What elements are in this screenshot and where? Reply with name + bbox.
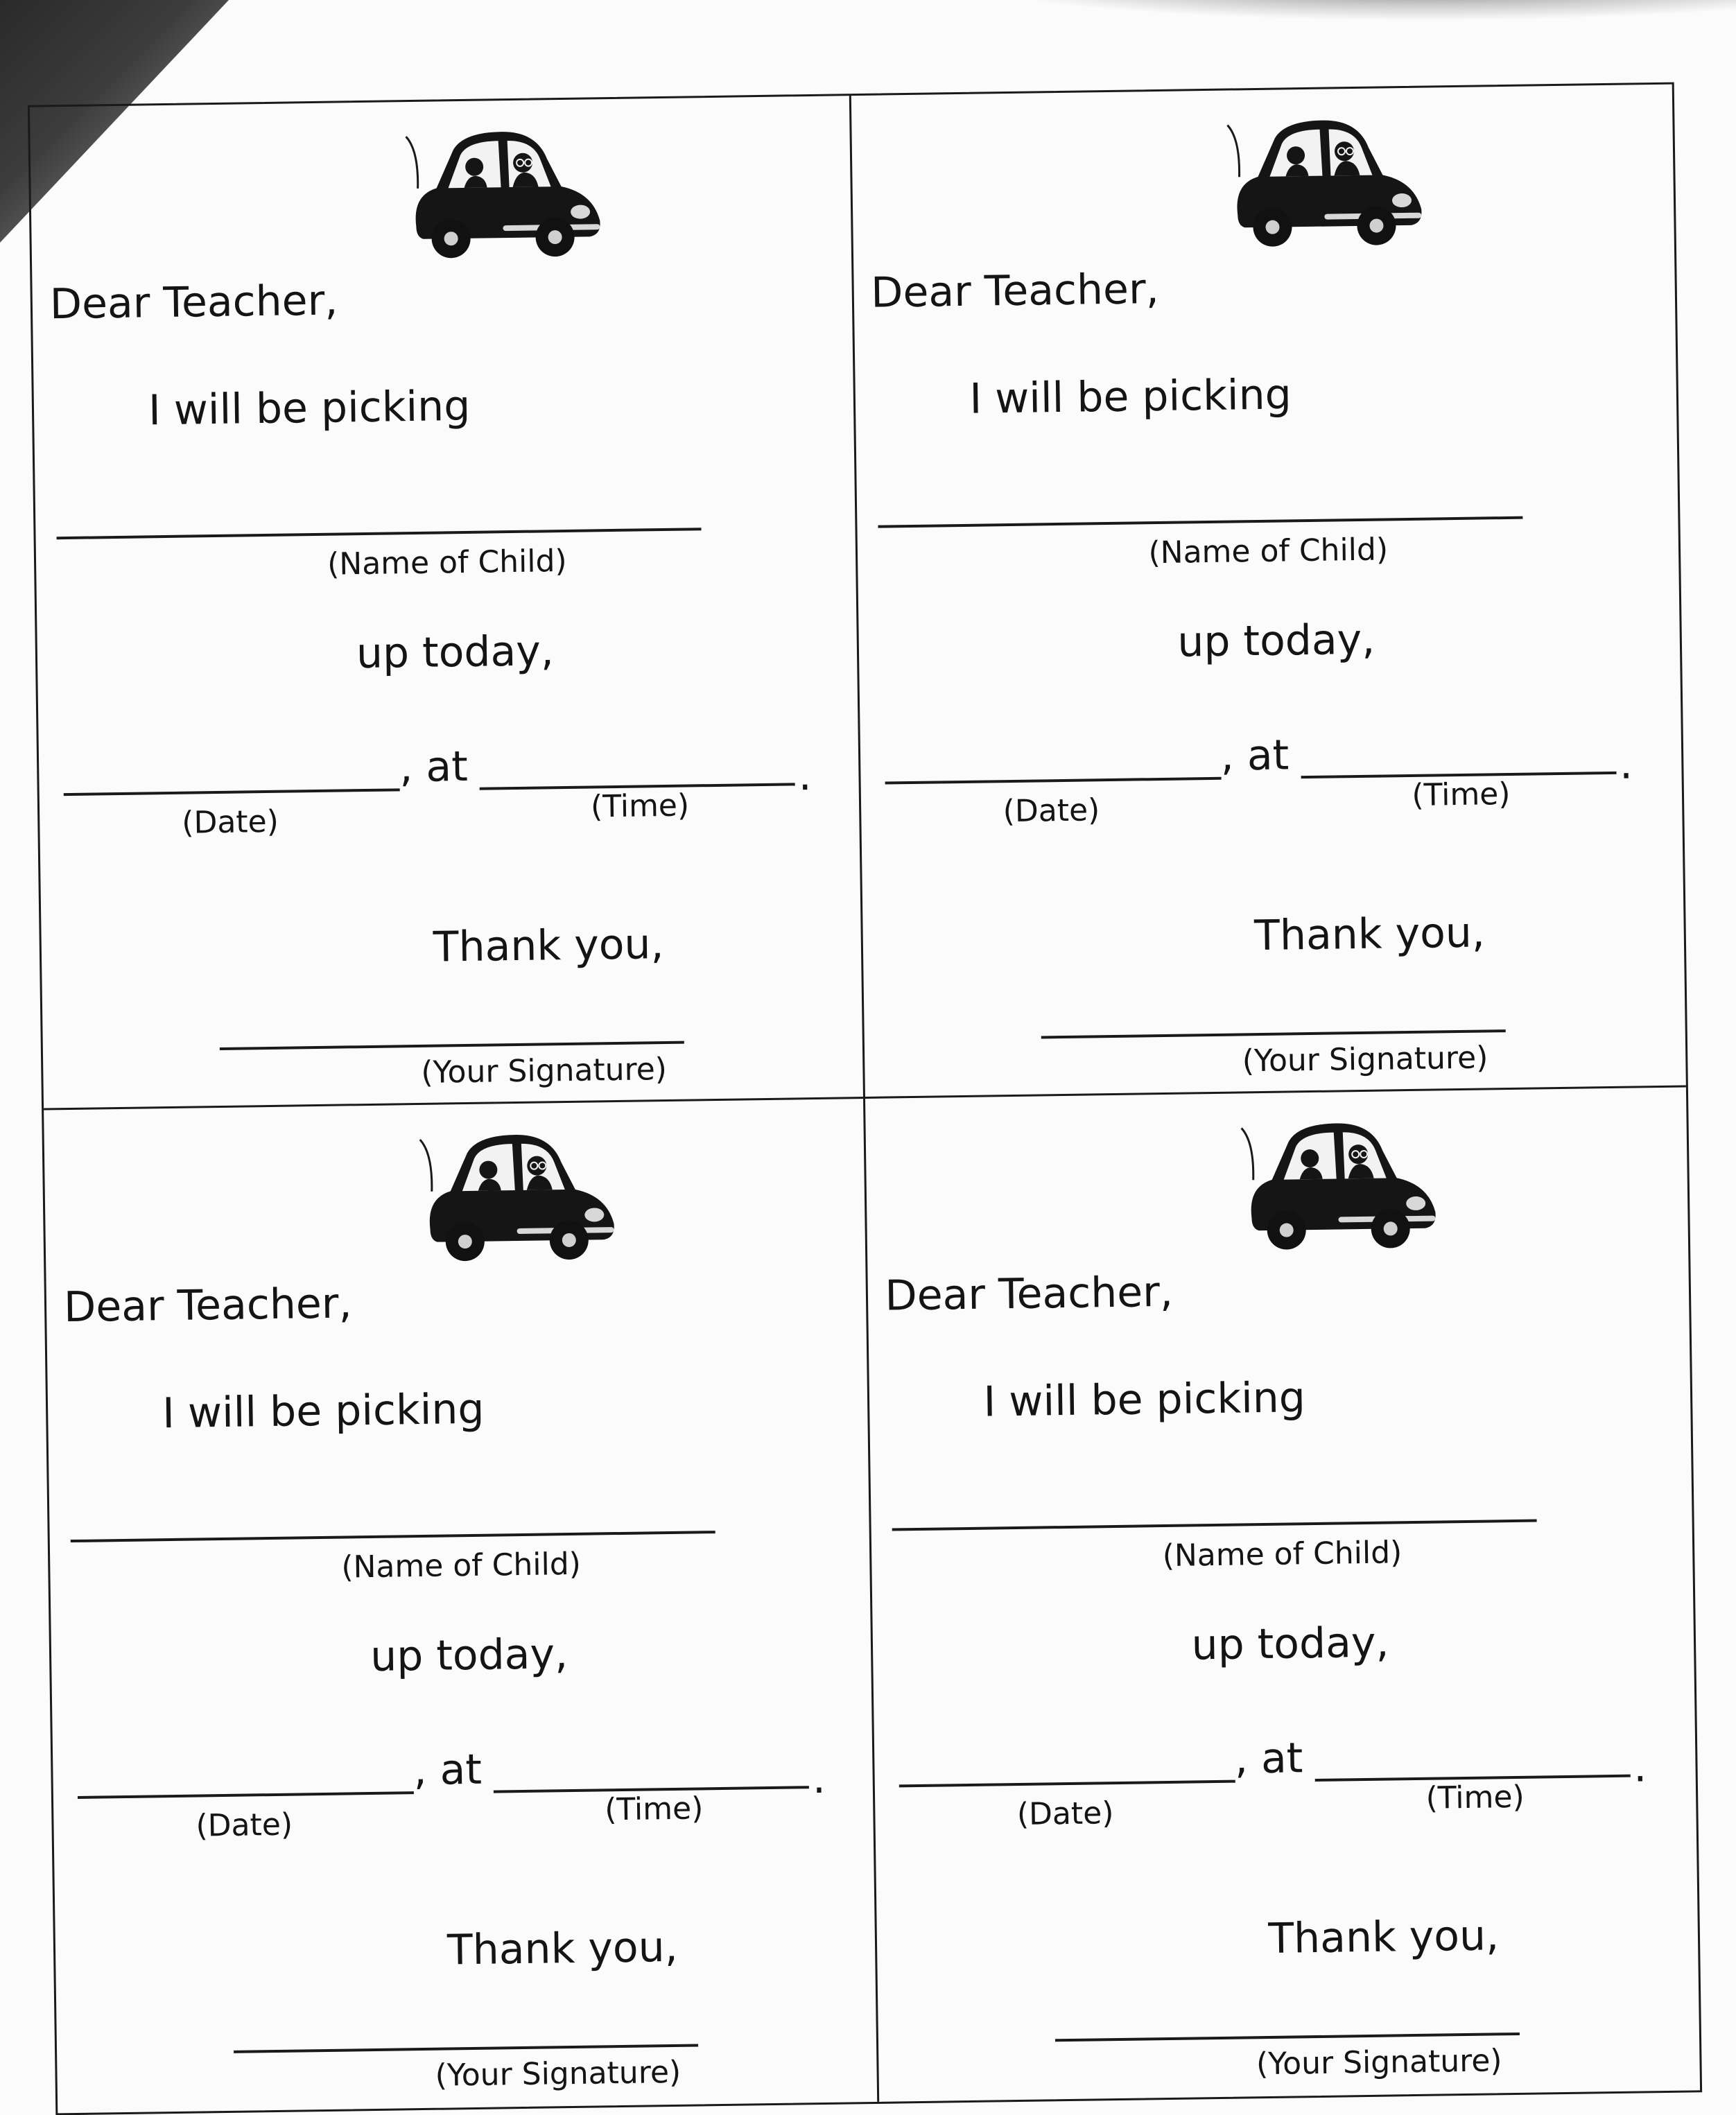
child-name-label: (Name of Child) <box>1148 532 1389 571</box>
signature-blank[interactable] <box>1041 1029 1505 1038</box>
date-label: (Date) <box>1002 792 1100 830</box>
greeting: Dear Teacher, <box>884 1267 1174 1321</box>
closing-text: Thank you, <box>1253 908 1486 961</box>
car-with-driver-icon <box>397 120 607 268</box>
end-punctuation: . <box>812 1754 826 1804</box>
date-label: (Date) <box>1016 1795 1114 1833</box>
date-blank[interactable] <box>78 1791 414 1799</box>
car-with-driver-icon <box>411 1123 621 1271</box>
end-punctuation: . <box>1619 740 1633 789</box>
signature-label: (Your Signature) <box>1242 1040 1488 1079</box>
intro-text: I will be picking <box>148 381 471 435</box>
pickup-note-card <box>851 85 1686 1099</box>
end-punctuation: . <box>1633 1743 1647 1792</box>
closing-text: Thank you, <box>1267 1911 1500 1963</box>
closing-text: Thank you, <box>433 920 664 972</box>
greeting: Dear Teacher, <box>63 1279 352 1332</box>
pickup-notes-sheet <box>28 82 1702 2115</box>
pickup-note-card <box>44 1099 879 2113</box>
intro-text: I will be picking <box>162 1384 485 1438</box>
at-text: , at <box>413 1745 483 1795</box>
signature-blank[interactable] <box>234 2044 698 2053</box>
notes-grid <box>28 82 1702 2115</box>
child-name-label: (Name of Child) <box>1162 1535 1403 1574</box>
child-name-blank[interactable] <box>57 528 702 539</box>
at-text: , at <box>1220 731 1290 781</box>
car-with-driver-icon <box>1219 109 1429 257</box>
pickup-text: up today, <box>1177 615 1375 667</box>
date-label: (Date) <box>181 803 279 841</box>
child-name-blank[interactable] <box>71 1531 715 1542</box>
end-punctuation: . <box>797 751 813 801</box>
time-label: (Time) <box>1412 776 1511 813</box>
intro-text: I will be picking <box>969 370 1292 424</box>
child-name-blank[interactable] <box>892 1520 1536 1531</box>
pickup-text: up today, <box>1191 1618 1389 1670</box>
at-text: , at <box>399 742 469 792</box>
car-with-driver-icon <box>1233 1111 1443 1260</box>
signature-label: (Your Signature) <box>421 1051 668 1090</box>
child-name-blank[interactable] <box>878 516 1522 528</box>
pickup-note-card <box>30 96 865 1110</box>
greeting: Dear Teacher, <box>49 276 338 329</box>
intro-text: I will be picking <box>983 1373 1306 1427</box>
date-blank[interactable] <box>885 777 1221 785</box>
closing-text: Thank you, <box>446 1922 679 1975</box>
child-name-label: (Name of Child) <box>327 543 568 582</box>
time-label: (Time) <box>604 1791 704 1828</box>
date-blank[interactable] <box>64 788 400 796</box>
child-name-label: (Name of Child) <box>341 1546 582 1585</box>
time-label: (Time) <box>590 787 690 825</box>
at-text: , at <box>1234 1734 1303 1784</box>
date-label: (Date) <box>196 1807 293 1844</box>
signature-label: (Your Signature) <box>1256 2043 1502 2082</box>
signature-blank[interactable] <box>1054 2033 1519 2042</box>
date-blank[interactable] <box>899 1780 1235 1788</box>
greeting: Dear Teacher, <box>870 264 1160 317</box>
signature-label: (Your Signature) <box>435 2054 682 2094</box>
signature-blank[interactable] <box>220 1041 684 1050</box>
pickup-text: up today, <box>370 1630 568 1682</box>
pickup-note-card <box>865 1087 1701 2101</box>
scan-top-shadow <box>957 0 1736 21</box>
pickup-text: up today, <box>356 627 555 679</box>
time-label: (Time) <box>1425 1779 1525 1816</box>
